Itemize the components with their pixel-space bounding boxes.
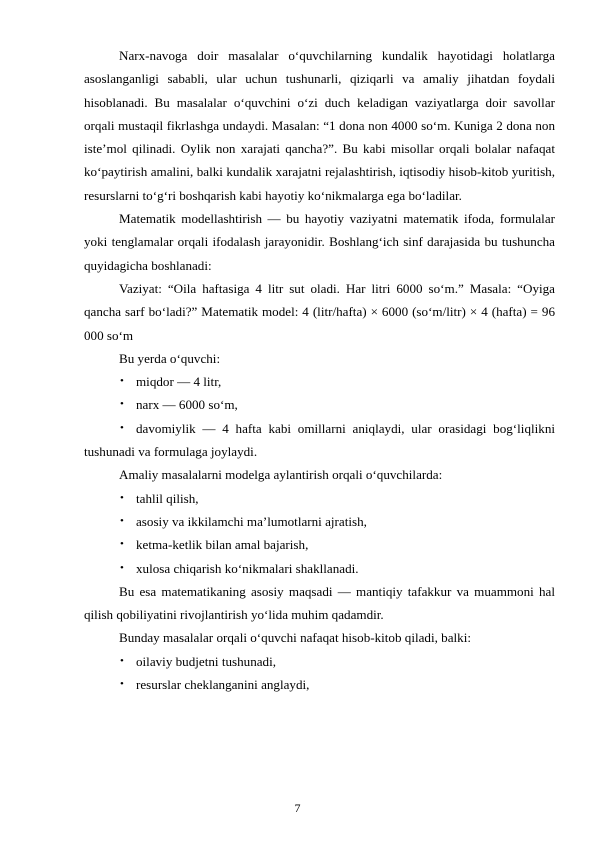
bullet-icon: • bbox=[120, 398, 124, 411]
bullet-list-outcomes bbox=[84, 650, 555, 697]
list-item: • oilaviy budjetni tushunadi, bbox=[84, 650, 555, 673]
list-item: • miqdor — 4 litr, bbox=[84, 370, 555, 393]
paragraph-skills-intro: Amaliy masalalarni modelga aylantirish orqali o‘quvchilarda: bbox=[119, 467, 443, 483]
bullet-icon: • bbox=[120, 421, 124, 434]
list-item: • narx — 6000 so‘m, bbox=[84, 393, 555, 416]
paragraph-situation-example: Vaziyat: “Oila haftasiga 4 litr sut oladi. Har litri 6000 so‘m.” Masala: “Oyiga qancha sarf bo‘ladi?” Matematik model: 4 (litr/hafta) × 6000 (so‘m/litr) × 4 (hafta) = 96 000 so‘m bbox=[84, 280, 555, 343]
paragraph-modeling-definition: Matematik modellashtirish — bu hayotiy vaziyatni matematik ifoda, formulalar yoki tenglamalar orqali ifodalash jarayonidir. Boshlang‘ich sinf darajasida bu tushuncha quyidagicha boshlanadi: bbox=[84, 211, 555, 273]
bullet-icon: • bbox=[120, 514, 124, 527]
paragraph-student-intro: Bu yerda o‘quvchi: bbox=[119, 350, 221, 366]
bullet-icon: • bbox=[120, 561, 124, 574]
list-item: • xulosa chiqarish ko‘nikmalari shakllanadi. bbox=[84, 557, 555, 580]
bullet-icon: • bbox=[120, 678, 124, 691]
bullet-icon: • bbox=[120, 654, 124, 667]
list-item: • tahlil qilish, bbox=[84, 487, 555, 510]
paragraph-outcomes-intro: Bunday masalalar orqali o‘quvchi nafaqat hisob-kitob qiladi, balki: bbox=[119, 630, 471, 646]
list-item: • resurslar cheklanganini anglaydi, bbox=[84, 673, 555, 696]
list-item: • ketma-ketlik bilan amal bajarish, bbox=[84, 533, 555, 556]
bullet-icon: • bbox=[120, 375, 124, 388]
bullet-list-factors bbox=[84, 370, 555, 463]
page-number: 7 bbox=[294, 801, 301, 815]
paragraph-main-goal: Bu esa matematikaning asosiy maqsadi — mantiqiy tafakkur va muammoni hal qilish qobiliyatini rivojlantirish yo‘lida muhim qadamdir. bbox=[84, 583, 555, 623]
list-item: • davomiylik — 4 hafta kabi omillarni aniqlaydi, ular orasidagi bog‘liqlikni tushunadi va formulaga joylaydi. bbox=[84, 417, 555, 464]
list-item: • asosiy va ikkilamchi ma’lumotlarni ajratish, bbox=[84, 510, 555, 533]
bullet-icon: • bbox=[120, 491, 124, 504]
bullet-list-skills bbox=[84, 487, 555, 580]
paragraph-intro: Narx-navoga doir masalalar o‘quvchilarning kundalik hayotidagi holatlarga asoslanganligi sababli, ular uchun tushunarli, qiziqarli va amaliy jihatdan foydali hisoblanadi. Bu masalalar o‘quvchini o‘zi duch keladigan vaziyatlarga doir savollar orqali mustaqil fikrlashga undaydi. Masalan: “1 dona non 4000 so‘m. Kuniga 2 dona non iste’mol qilinadi. Oylik non xarajati qancha?”. Bu kabi misollar orqali bolalar nafaqat ko‘paytirish amalini, balki kundalik xarajatni rejalashtirish, iqtisodiy hisob-kitob yuritish, resurslarni to‘g‘ri boshqarish kabi hayotiy ko‘nikmalarga ega bo‘ladilar. bbox=[84, 48, 555, 203]
bullet-icon: • bbox=[120, 538, 124, 551]
